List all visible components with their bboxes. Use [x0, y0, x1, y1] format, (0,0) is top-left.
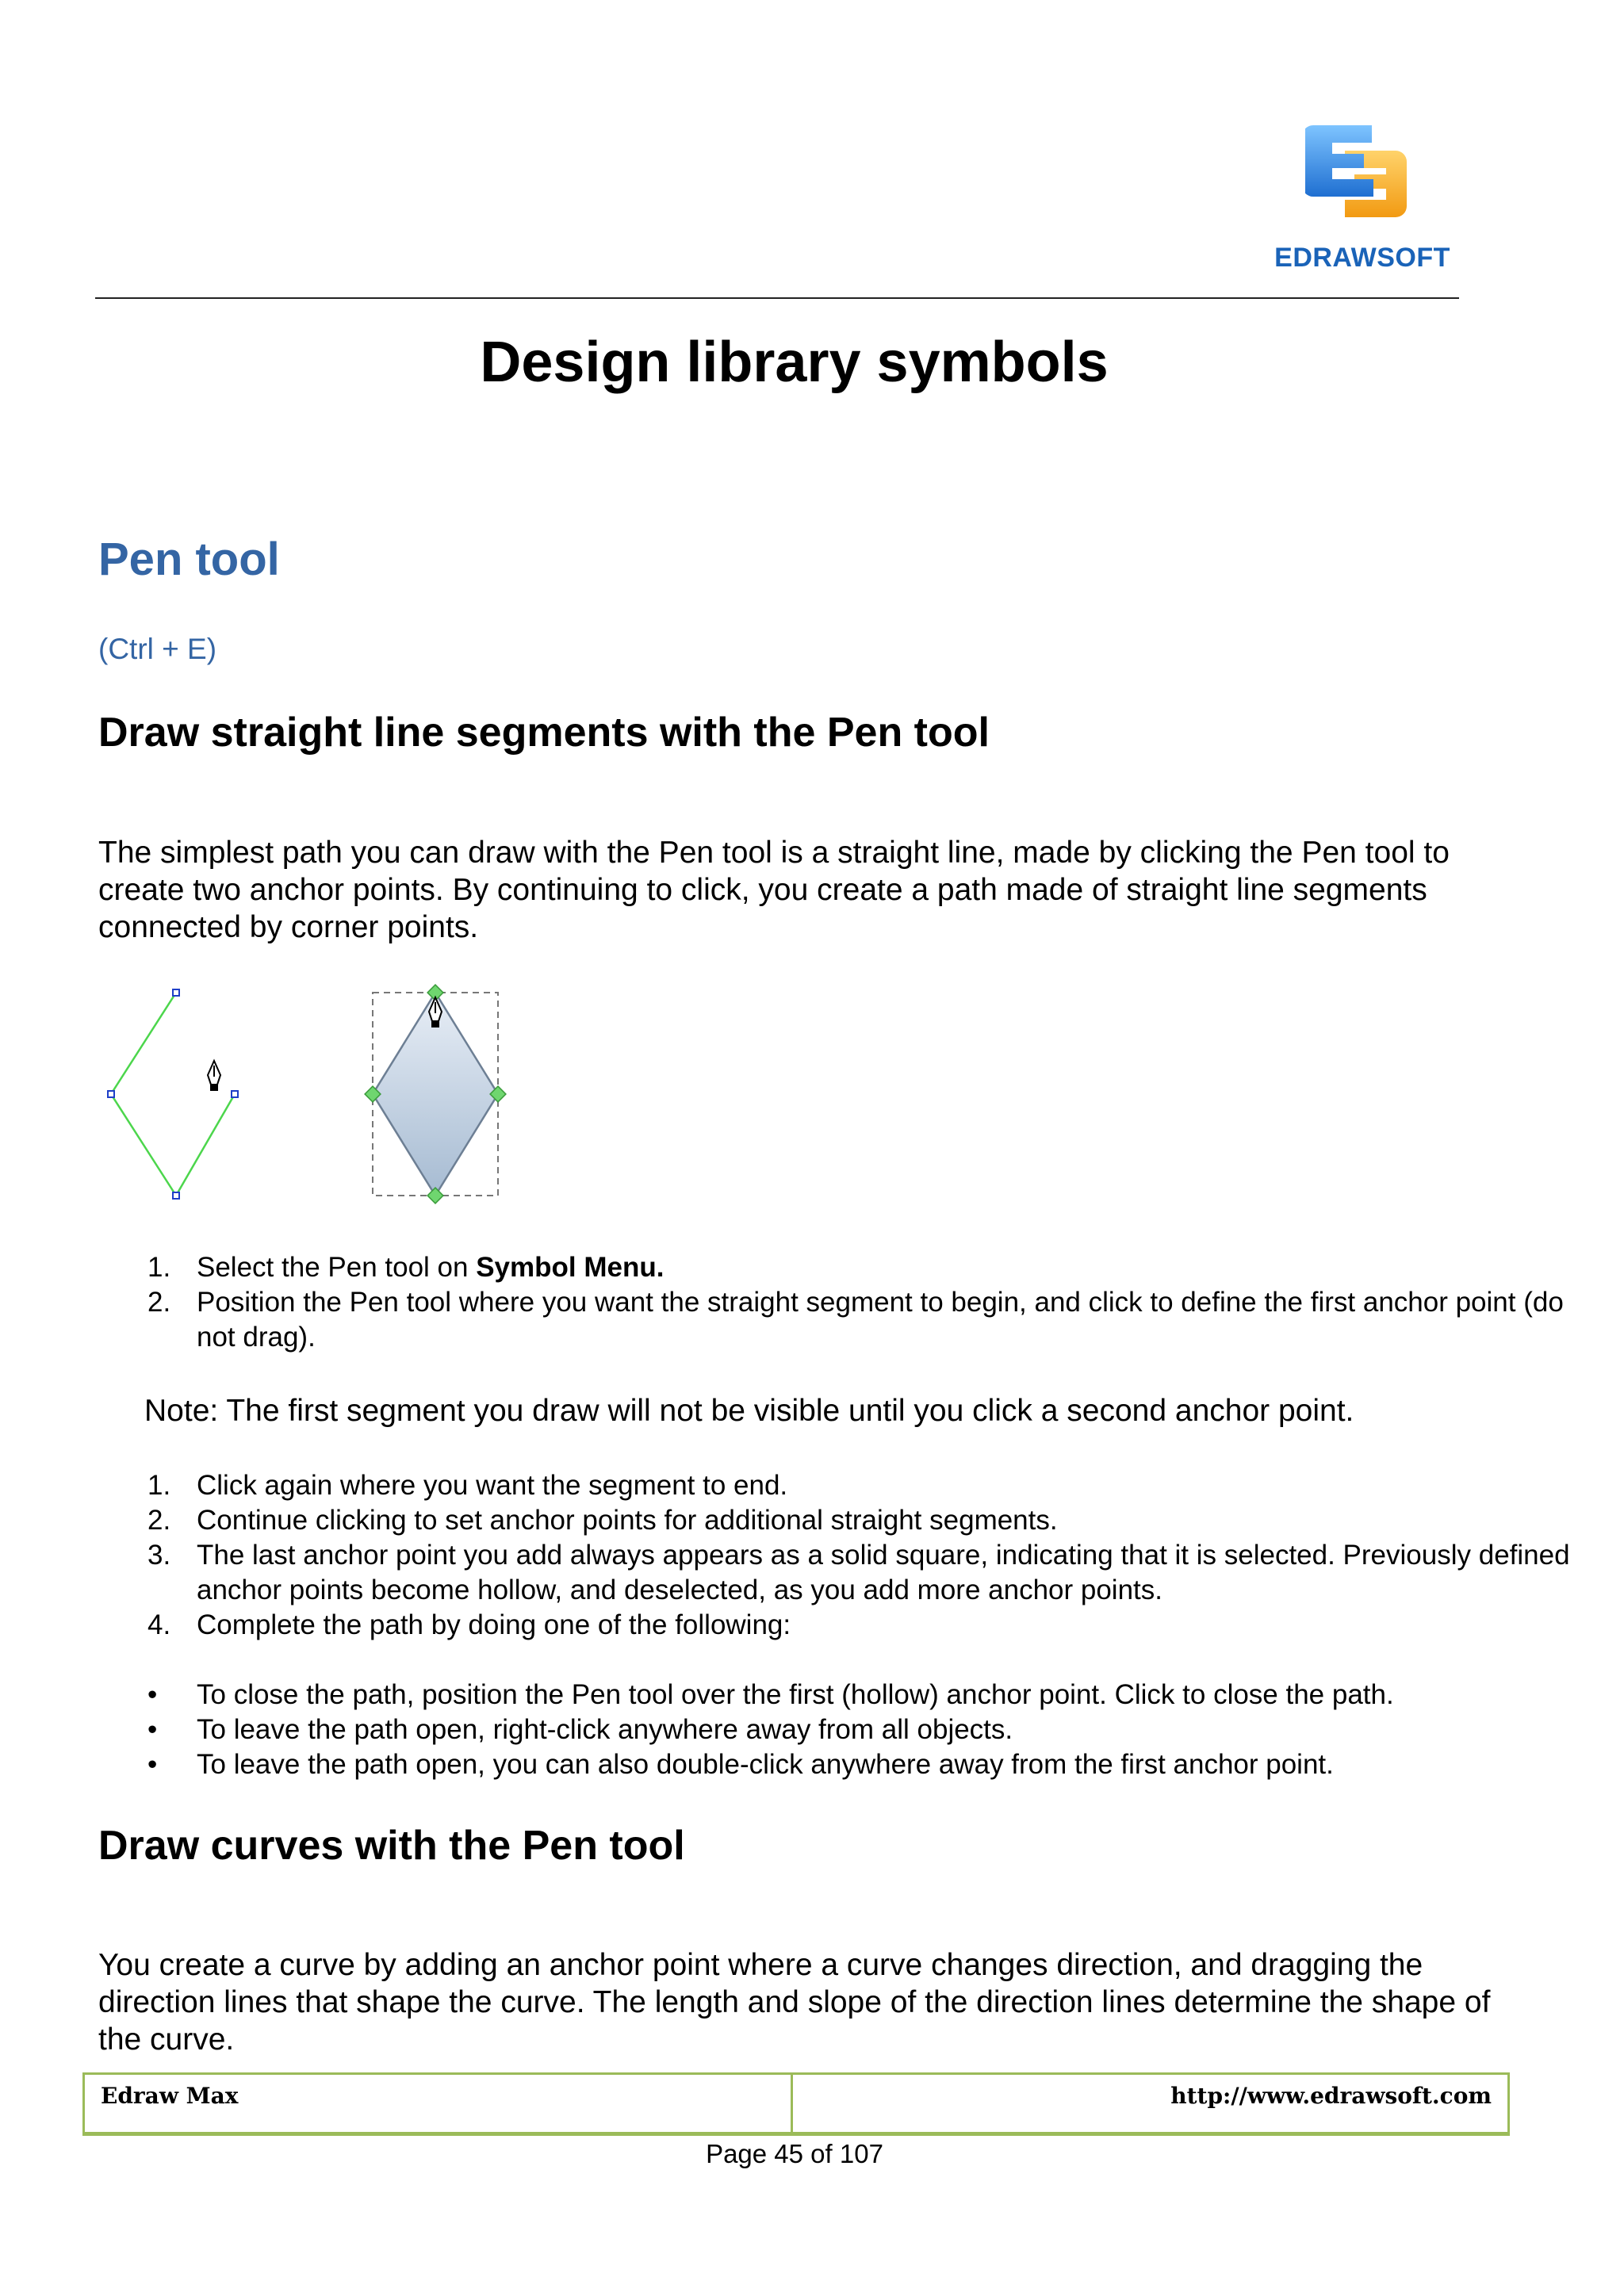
footer-product: Edraw Max — [101, 2083, 239, 2109]
section-title: Pen tool — [98, 534, 280, 585]
curves-paragraph: You create a curve by adding an anchor point where a curve changes direction, and dragging the direction lines that shape the curve. The length and slope of the direction lines determine the shape of the curve. — [98, 1948, 1491, 2057]
list-number: 1. — [147, 1252, 171, 1283]
logo-text: EDRAWSOFT — [1274, 243, 1450, 273]
list-text: The last anchor point you add always appears as a solid square, indicating that it is selected. Previously defined anchor points become hollow, and deselected, as you add more anchor points. — [197, 1540, 1570, 1605]
list-item — [98, 1538, 1597, 1608]
page-number: Page 45 of 107 — [706, 2139, 883, 2168]
steps-list-1 — [98, 1250, 1597, 1355]
note-text: Note: The first segment you draw will not be visible until you click a second anchor point. — [144, 1394, 1354, 1428]
list-text: To leave the path open, right-click anywhere away from all objects. — [197, 1714, 1013, 1745]
outline-path-figure — [98, 983, 257, 1209]
edrawsoft-logo-icon — [1305, 117, 1416, 228]
list-number: 2. — [147, 1287, 171, 1318]
bullet-icon: • — [147, 1714, 158, 1745]
list-number: 2. — [147, 1505, 171, 1536]
list-item — [98, 1503, 1597, 1538]
footer-url[interactable]: http://www.edrawsoft.com — [1170, 2083, 1492, 2109]
menu-name: Symbol Menu. — [476, 1252, 665, 1283]
list-item — [98, 1285, 1597, 1355]
list-number: 3. — [147, 1540, 171, 1571]
list-item — [98, 1712, 1597, 1747]
list-text: To leave the path open, you can also double-click anywhere away from the first anchor point. — [197, 1749, 1334, 1780]
list-text: Select the Pen tool on — [197, 1252, 477, 1283]
straight-paragraph: The simplest path you can draw with the Pen tool is a straight line, made by clicking the Pen tool to create two anchor points. By continuing to click, you create a path made of straight line segments connected by corner points. — [98, 836, 1450, 944]
curves-heading: Draw curves with the Pen tool — [98, 1823, 685, 1869]
list-item — [98, 1678, 1597, 1712]
page-title: Design library symbols — [480, 331, 1109, 394]
list-number: 4. — [147, 1609, 171, 1640]
footer-divider — [791, 2075, 793, 2132]
pen-cursor-icon — [208, 1061, 220, 1091]
shortcut-text: (Ctrl + E) — [98, 633, 217, 665]
steps-list-2 — [98, 1468, 1597, 1643]
list-text: Click again where you want the segment to end. — [197, 1470, 788, 1501]
edrawsoft-logo — [1267, 117, 1457, 276]
bullet-icon: • — [147, 1679, 158, 1710]
list-item — [98, 1608, 1597, 1643]
list-text: To close the path, position the Pen tool over the first (hollow) anchor point. Click to close the path. — [197, 1679, 1394, 1710]
header-divider — [95, 297, 1459, 299]
footer — [82, 2072, 1510, 2136]
list-text: Continue clicking to set anchor points for additional straight segments. — [197, 1505, 1058, 1536]
bullet-icon: • — [147, 1749, 158, 1780]
list-item — [98, 1468, 1597, 1503]
list-number: 1. — [147, 1470, 171, 1501]
bullet-list — [98, 1678, 1597, 1782]
filled-diamond-figure — [358, 983, 517, 1209]
list-item — [98, 1250, 1597, 1285]
straight-heading: Draw straight line segments with the Pen tool — [98, 710, 990, 756]
list-text: Complete the path by doing one of the following: — [197, 1609, 791, 1640]
list-item — [98, 1747, 1597, 1782]
list-text: Position the Pen tool where you want the straight segment to begin, and click to define the first anchor point (do not drag). — [197, 1287, 1564, 1353]
